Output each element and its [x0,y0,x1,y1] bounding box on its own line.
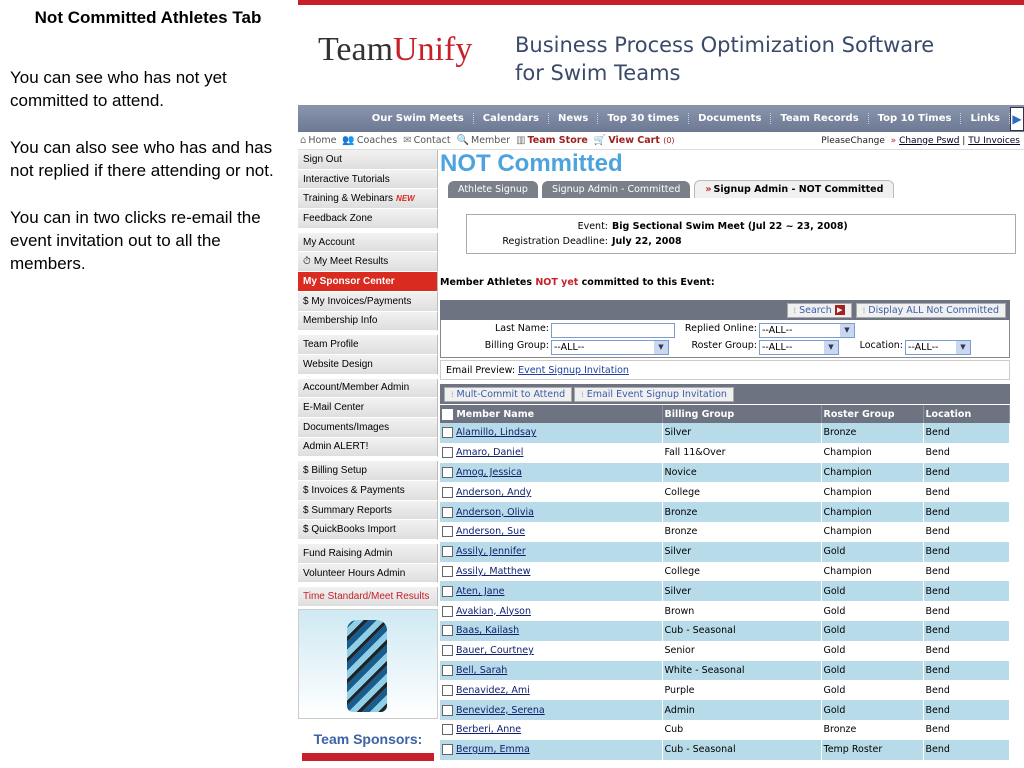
event-name: Big Sectional Swim Meet (Jul 22 ~ 23, 2008) [612,221,848,232]
roster-group-cell: Gold [821,661,923,681]
notes-paragraph: You can also see who has and has not replied if there attending or not. [10,138,274,180]
nav-our-swim-meets[interactable]: Our Swim Meets [363,113,474,124]
location-cell: Bend [923,680,1010,700]
member-name-link[interactable]: Bergum, Emma [456,744,530,756]
roster-group-cell: Bronze [821,423,923,443]
billing-group-cell: Novice [662,463,821,483]
member-name-link[interactable]: Assily, Matthew [456,565,531,577]
replied-online-select[interactable]: --ALL-- ▼ [759,323,855,338]
location-cell: Bend [923,443,1010,463]
member-name-cell [440,680,662,700]
main-content [440,150,1024,760]
sidebar-item-fund-raising[interactable]: Fund Raising Admin [298,544,438,564]
billing-group-cell: Purple [662,680,821,700]
tab-bar [440,180,1024,198]
table-row [440,522,1010,542]
billing-group-cell: Cub - Seasonal [662,621,821,641]
member-name-cell [440,601,662,621]
sponsor-swimsuit-image[interactable] [298,609,438,719]
select-all-checkbox[interactable] [442,409,453,420]
roster-group-cell: Champion [821,522,923,542]
location-cell: Bend [923,423,1010,443]
location-cell: Bend [923,621,1010,641]
row-checkbox[interactable] [442,606,453,617]
table-row [440,680,1010,700]
row-checkbox[interactable] [442,705,453,716]
table-row [440,423,1010,443]
swimsuit-graphic [347,620,387,712]
roster-group-cell: Champion [821,463,923,483]
roster-group-cell: Gold [821,641,923,661]
column-header-member-name[interactable]: Member Name [440,405,662,423]
location-cell: Bend [923,522,1010,542]
sidebar-item-tutorials[interactable]: Interactive Tutorials [298,170,438,190]
filter-panel: Last Name: Replied Online: --ALL-- ▼ Billing Group: --ALL-- ▼ Roster Group: --ALL-- ▼ Location: --ALL-- ▼ [440,320,1010,358]
envelope-icon: ✉ [403,135,412,146]
chevron-right-icon: » [705,184,712,195]
search-toolbar [440,300,1010,320]
sidebar-item-my-meet-results[interactable]: ⏱ My Meet Results [298,252,438,272]
member-name-cell [440,641,662,661]
billing-group-cell: White - Seasonal [662,661,821,681]
billing-group-cell: Senior [662,641,821,661]
chevron-down-icon: ▼ [824,341,838,354]
member-name-cell [440,522,662,542]
subnav-contact[interactable]: ✉ Contact [403,135,451,146]
magnifier-icon: 🔍 [456,135,469,146]
subnav-coaches[interactable]: 👥 Coaches [342,135,398,146]
location-cell: Bend [923,720,1010,740]
billing-group-cell: Admin [662,700,821,720]
nav-links[interactable]: Links [961,113,1010,124]
location-cell: Bend [923,463,1010,483]
nav-top-10-times[interactable]: Top 10 Times [869,113,962,124]
column-header-roster-group[interactable]: Roster Group [821,405,923,423]
chevron-down-icon: ▼ [654,341,668,354]
tu-invoices-link[interactable]: TU Invoices [968,135,1020,146]
roster-group-cell: Gold [821,581,923,601]
change-pswd-link[interactable]: Change Pswd [899,135,960,146]
member-name-link[interactable]: Amaro, Daniel [456,447,524,459]
sidebar-item-documents[interactable]: Documents/Images [298,418,438,438]
search-button[interactable]: ⁞ Search ▶ [787,303,852,318]
member-name-cell [440,562,662,582]
member-name-link[interactable]: Bell, Sarah [456,664,508,676]
notes-title: Not Committed Athletes Tab [34,8,262,27]
member-name-link[interactable]: Aten, Jane [456,585,505,597]
nav-documents[interactable]: Documents [689,113,771,124]
table-row [440,641,1010,661]
location-cell: Bend [923,601,1010,621]
member-name-link[interactable]: Benavidez, Ami [456,684,530,696]
member-name-cell [440,661,662,681]
new-badge: NEW [396,194,415,204]
row-checkbox[interactable] [442,566,453,577]
table-row [440,601,1010,621]
member-name-link[interactable]: Berberi, Anne [456,724,522,736]
member-name-link[interactable]: Anderson, Olivia [456,506,534,518]
sub-nav [298,132,1024,150]
column-header-location[interactable]: Location [923,405,1010,423]
location-cell: Bend [923,700,1010,720]
member-name-cell [440,443,662,463]
account-links: PleaseChange » Change Pswd | TU Invoices [821,135,1020,146]
members-table-body [440,423,1010,760]
roster-group-cell: Gold [821,700,923,720]
billing-group-cell: Silver [662,581,821,601]
member-name-link[interactable]: Avakian, Alyson [456,605,531,617]
billing-group-cell: College [662,482,821,502]
roster-group-cell: Gold [821,601,923,621]
member-name-link[interactable]: Alamillo, Lindsay [456,427,537,439]
row-checkbox[interactable] [442,487,453,498]
email-invitation-button[interactable]: ⁞ Email Event Signup Invitation [574,387,734,402]
registration-deadline: July 22, 2008 [612,236,682,247]
nav-calendars[interactable]: Calendars [474,113,549,124]
sidebar-item-admin-alert[interactable]: Admin ALERT! [298,438,438,458]
roster-group-cell: Bronze [821,720,923,740]
member-name-cell [440,542,662,562]
member-name-link[interactable]: Amog, Jessica [456,466,522,478]
notes-paragraph: You can in two clicks re-email the event invitation out to all the members. [10,208,261,273]
notes-paragraph: You can see who has not yet committed to attend. [10,68,227,110]
members-table [440,405,1010,760]
stopwatch-icon: ⏱ [303,256,311,268]
notes-panel [0,0,296,768]
sidebar-item-my-invoices[interactable]: $ My Invoices/Payments [298,292,438,312]
location-cell: Bend [923,740,1010,760]
member-name-cell [440,463,662,483]
coaches-icon: 👥 [342,135,355,146]
store-icon: ▥ [516,135,526,146]
multi-commit-button[interactable]: ⁞ Mult-Commit to Attend [444,387,572,402]
nav-top-30-times[interactable]: Top 30 times [598,113,689,124]
billing-group-cell: Silver [662,542,821,562]
billing-group-cell: College [662,562,821,582]
roster-group-cell: Temp Roster [821,740,923,760]
roster-group-select[interactable]: --ALL-- ▼ [759,340,839,355]
location-select[interactable]: --ALL-- ▼ [905,340,971,355]
billing-group-cell: Brown [662,601,821,621]
subnav-view-cart[interactable]: 🛒 View Cart (0) [593,135,675,146]
header-banner [298,5,1024,105]
member-name-link[interactable]: Assily, Jennifer [456,546,526,558]
sidebar-item-time-standard[interactable]: Time Standard/Meet Results [298,587,438,607]
nav-next-arrow-icon[interactable]: ▶ [1010,107,1024,131]
member-name-cell [440,700,662,720]
billing-group-cell: Bronze [662,502,821,522]
member-name-cell [440,720,662,740]
row-checkbox[interactable] [442,546,453,557]
main-nav [298,105,1024,132]
table-row [440,542,1010,562]
member-name-link[interactable]: Baas, Kailash [456,625,520,637]
home-icon: ⌂ [300,135,307,146]
tab-athlete-signup[interactable]: Athlete Signup [448,181,538,198]
table-row [440,581,1010,601]
member-name-link[interactable]: Anderson, Andy [456,486,532,498]
member-name-link[interactable]: Bauer, Courtney [456,645,534,657]
subnav-member[interactable]: 🔍 Member [456,135,511,146]
table-row [440,562,1010,582]
location-cell: Bend [923,581,1010,601]
section-heading: Member Athletes NOT yet committed to this Event: [440,277,715,288]
table-row [440,700,1010,720]
sidebar-item-billing-setup[interactable]: $ Billing Setup [298,461,438,481]
roster-group-cell: Gold [821,621,923,641]
roster-group-cell: Gold [821,542,923,562]
table-row [440,740,1010,760]
action-toolbar [440,384,1010,404]
tab-signup-admin-committed[interactable]: Signup Admin - Committed [542,181,690,198]
table-row [440,443,1010,463]
row-checkbox[interactable] [442,724,453,735]
sidebar-item-volunteer-hours[interactable]: Volunteer Hours Admin [298,564,438,584]
screenshot-panel [298,0,1024,768]
location-cell: Bend [923,562,1010,582]
roster-group-cell: Champion [821,502,923,522]
tab-signup-admin-not-committed[interactable]: » Signup Admin - NOT Committed [694,180,894,198]
table-row [440,502,1010,522]
row-checkbox[interactable] [442,586,453,597]
roster-group-cell: Champion [821,482,923,502]
location-cell: Bend [923,661,1010,681]
tagline: Business Process Optimization Software for Swim Teams [515,33,935,85]
member-name-cell [440,621,662,641]
row-checkbox[interactable] [442,526,453,537]
sidebar-item-website-design[interactable]: Website Design [298,355,438,375]
last-name-input[interactable] [551,323,675,338]
billing-group-cell: Bronze [662,522,821,542]
chevron-down-icon: ▼ [956,341,970,354]
table-row [440,463,1010,483]
table-row [440,720,1010,740]
subnav-home[interactable]: ⌂ Home [300,135,337,146]
nav-team-records[interactable]: Team Records [771,113,868,124]
member-name-cell [440,482,662,502]
member-name-cell [440,423,662,443]
email-preview-row: Email Preview: Event Signup Invitation [440,360,1010,380]
roster-group-cell: Champion [821,443,923,463]
nav-news[interactable]: News [549,113,598,124]
chevron-down-icon: ▼ [840,324,854,337]
sidebar-item-summary-reports[interactable]: $ Summary Reports [298,501,438,521]
member-name-link[interactable]: Benevidez, Serena [456,704,545,716]
sidebar-item-invoices-payments[interactable]: $ Invoices & Payments [298,481,438,501]
table-row [440,661,1010,681]
subnav-team-store[interactable]: ▥ Team Store [516,135,588,146]
row-checkbox[interactable] [442,665,453,676]
billing-group-cell: Cub [662,720,821,740]
sidebar-item-sponsor-center[interactable]: My Sponsor Center [298,272,438,292]
sidebar-item-team-profile[interactable]: Team Profile [298,335,438,355]
billing-group-cell: Silver [662,423,821,443]
member-name-link[interactable]: Anderson, Sue [456,526,526,538]
row-checkbox[interactable] [442,645,453,656]
sidebar-item-membership-info[interactable]: Membership Info [298,312,438,332]
location-cell: Bend [923,542,1010,562]
billing-group-select[interactable]: --ALL-- ▼ [551,340,669,355]
location-cell: Bend [923,482,1010,502]
column-header-billing-group[interactable]: Billing Group [662,405,821,423]
billing-group-cell: Cub - Seasonal [662,740,821,760]
sponsor-banner[interactable] [302,753,434,761]
page-title: NOT Committed [440,150,623,177]
event-info-box: Event: Big Sectional Swim Meet (Jul 22 ~ 23, 2008) Registration Deadline: July 22, 2008 [466,214,1016,254]
sidebar-item-feedback[interactable]: Feedback Zone [298,209,438,229]
cart-icon: 🛒 [593,135,607,146]
row-checkbox[interactable] [442,744,453,755]
team-sponsors-heading: Team Sponsors: [313,731,423,748]
sidebar-item-my-account[interactable]: My Account [298,233,438,253]
sidebar-item-quickbooks[interactable]: $ QuickBooks Import [298,520,438,540]
arrow-icon: ▶ [835,305,845,315]
row-checkbox[interactable] [442,427,453,438]
row-checkbox[interactable] [442,685,453,696]
sidebar-item-email-center[interactable]: E-Mail Center [298,398,438,418]
sidebar-item-training[interactable]: Training & Webinars NEW [298,189,438,209]
sidebar [298,150,438,761]
roster-group-cell: Gold [821,680,923,700]
member-name-cell [440,581,662,601]
display-all-button[interactable]: ⁞ Display ALL Not Committed [856,303,1006,318]
row-checkbox[interactable] [442,507,453,518]
location-cell: Bend [923,502,1010,522]
member-name-cell [440,502,662,522]
location-cell: Bend [923,641,1010,661]
teamunify-logo[interactable]: TeamUnify [318,31,473,68]
table-row [440,482,1010,502]
member-name-cell [440,740,662,760]
billing-group-cell: Fall 11&Over [662,443,821,463]
sidebar-item-sign-out[interactable]: Sign Out [298,150,438,170]
roster-group-cell: Champion [821,562,923,582]
row-checkbox[interactable] [442,625,453,636]
event-signup-invitation-link[interactable]: Event Signup Invitation [518,365,629,376]
row-checkbox[interactable] [442,447,453,458]
row-checkbox[interactable] [442,467,453,478]
table-row [440,621,1010,641]
sidebar-item-member-admin[interactable]: Account/Member Admin [298,379,438,399]
